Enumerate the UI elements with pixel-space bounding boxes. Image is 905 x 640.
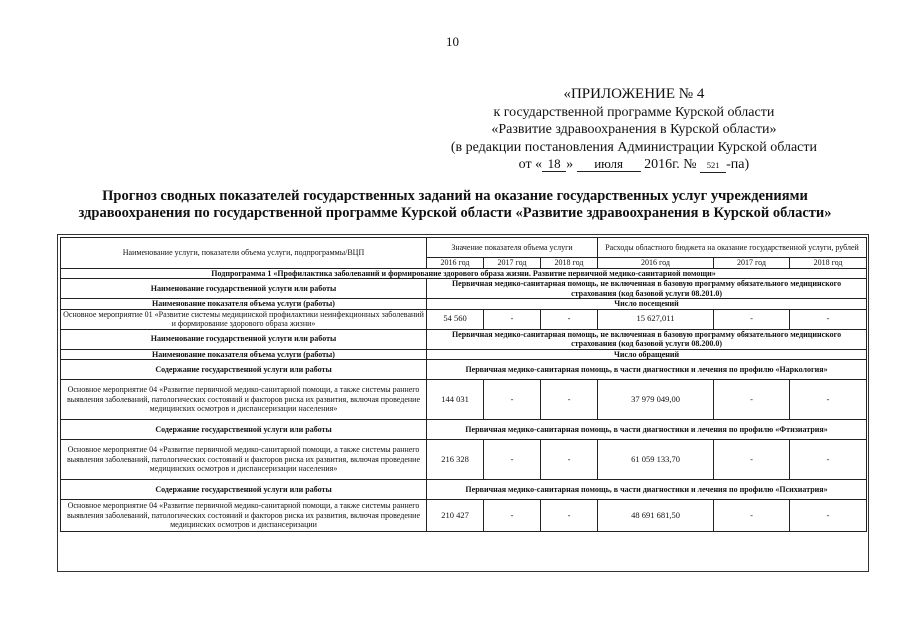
heading-line-1: Прогноз сводных показателей государственных заданий на оказание государственных услуг учреждениями (102, 188, 808, 204)
table-row (61, 380, 867, 420)
value-2017: - (484, 500, 541, 532)
expense-2018: - (790, 309, 867, 329)
expense-2017: - (714, 440, 790, 480)
value-2017: - (484, 309, 541, 329)
value-2018: - (541, 500, 598, 532)
date-month: июля (577, 157, 641, 172)
expense-2017: - (714, 309, 790, 329)
content-name: Первичная медико-санитарная помощь, в части диагностики и лечения по профилю «Фтизиатрия» (427, 420, 867, 440)
row-name: Основное мероприятие 04 «Развитие первичной медико-санитарной помощи, а также системы раннего выявления заболеваний, патологических состояний и факторов риска их развития, включая проведение медицинских осмотров и диспансеризации населения» (61, 380, 427, 420)
indicator-label: Наименование показателя объема услуги (работы) (61, 299, 427, 310)
expense-2018: - (790, 440, 867, 480)
date-prefix: от « (518, 157, 543, 172)
header-year: 2016 год (427, 258, 484, 269)
subprogram-title: Подпрограмма 1 «Профилактика заболеваний и формирование здорового образа жизни. Развитие первичной медико-санитарной помощи» (61, 268, 867, 279)
table-row (61, 309, 867, 329)
value-2018: - (541, 380, 598, 420)
value-2016: 144 031 (427, 380, 484, 420)
service-label: Наименование государственной услуги или работы (61, 329, 427, 349)
indicators-table (60, 237, 867, 532)
date-year: 2016г. № (644, 157, 697, 172)
content-label: Содержание государственной услуги или работы (61, 420, 427, 440)
header-budget-expenses: Расходы областного бюджета на оказание государственной услуги, рублей (598, 238, 867, 258)
page-number: 10 (446, 34, 459, 49)
indicator-name: Число посещений (427, 299, 867, 310)
value-2016: 216 328 (427, 440, 484, 480)
row-name: Основное мероприятие 04 «Развитие первичной медико-санитарной помощи, а также системы раннего выявления заболеваний, патологических состояний и факторов риска их развития, включая проведение медицинских осмотров и диспансеризации населения» (61, 440, 427, 480)
decree-suffix: -па) (726, 157, 750, 172)
service-name: Первичная медико-санитарная помощь, не включенная в базовую программу обязательного медицинского страхования (код базовой услуги 08.200.0) (427, 329, 867, 349)
expense-2016: 61 059 133,70 (598, 440, 714, 480)
appendix-header (451, 86, 817, 174)
service-name: Первичная медико-санитарная помощь, не включенная в базовую программу обязательного медицинского страхования (код базовой услуги 08.201.0) (427, 279, 867, 299)
expense-2018: - (790, 500, 867, 532)
date-day: 18 (542, 157, 566, 172)
content-name: Первичная медико-санитарная помощь, в части диагностики и лечения по профилю «Психиатрия» (427, 480, 867, 500)
expense-2017: - (714, 500, 790, 532)
expense-2016: 37 979 049,00 (598, 380, 714, 420)
content-name: Первичная медико-санитарная помощь, в части диагностики и лечения по профилю «Наркология» (427, 360, 867, 380)
service-label: Наименование государственной услуги или работы (61, 279, 427, 299)
table-row (61, 440, 867, 480)
heading-line-2: здравоохранения по государственной программе Курской области «Развитие здравоохранения в Курской области» (78, 205, 832, 221)
header-year: 2018 год (790, 258, 867, 269)
indicator-label: Наименование показателя объема услуги (работы) (61, 349, 427, 360)
header-year: 2017 год (484, 258, 541, 269)
content-label: Содержание государственной услуги или работы (61, 480, 427, 500)
row-name: Основное мероприятие 04 «Развитие первичной медико-санитарной помощи, а также системы раннего выявления заболеваний, патологических состояний и факторов риска их развития, включая проведение медицинских осмотров и диспансеризации (61, 500, 427, 532)
appendix-line-3: (в редакции постановления Администрации Курской области (450, 139, 817, 155)
appendix-line-1: к государственной программе Курской области (493, 104, 775, 120)
header-year: 2017 год (714, 258, 790, 269)
appendix-line-2: «Развитие здравоохранения в Курской области» (491, 122, 777, 137)
expense-2016: 48 691 681,50 (598, 500, 714, 532)
value-2018: - (541, 440, 598, 480)
expense-2018: - (790, 380, 867, 420)
expense-2017: - (714, 380, 790, 420)
date-mid: » (566, 157, 574, 172)
indicator-name: Число обращений (427, 349, 867, 360)
header-year: 2016 год (598, 258, 714, 269)
header-year: 2018 год (541, 258, 598, 269)
value-2017: - (484, 440, 541, 480)
header-service-name: Наименование услуги, показатели объема услуги, подпрограммы/ВЦП (61, 238, 427, 269)
header-volume-values: Значение показателя объема услуги (427, 238, 598, 258)
value-2016: 210 427 (427, 500, 484, 532)
table-row (61, 500, 867, 532)
row-name: Основное мероприятие 01 «Развитие системы медицинской профилактики неинфекционных заболеваний и формирование здорового образа жизни» (61, 309, 427, 329)
expense-2016: 15 627,011 (598, 309, 714, 329)
value-2017: - (484, 380, 541, 420)
appendix-title: «ПРИЛОЖЕНИЕ № 4 (563, 86, 705, 102)
value-2016: 54 560 (427, 309, 484, 329)
value-2018: - (541, 309, 598, 329)
decree-number: 521 (700, 158, 726, 173)
appendix-date-line (451, 156, 817, 174)
content-label: Содержание государственной услуги или работы (61, 360, 427, 380)
document-heading (40, 188, 870, 222)
